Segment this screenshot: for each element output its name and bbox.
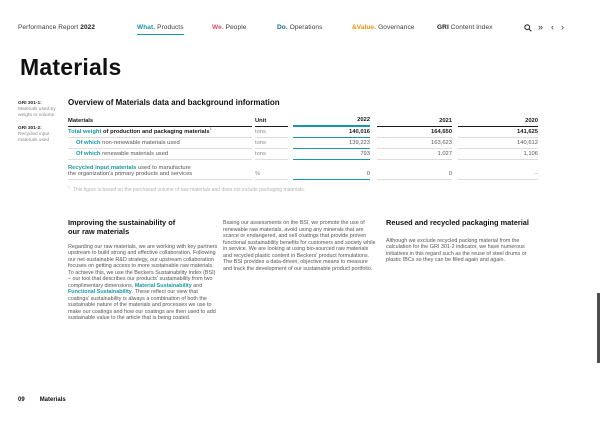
value-2021: 1,027 bbox=[377, 149, 452, 160]
row-label: Recycled input materials used to manufacture the organization's primary products and services bbox=[68, 160, 252, 180]
table-row bbox=[68, 160, 540, 180]
table-title: Overview of Materials data and background information bbox=[68, 98, 280, 107]
article-recycled-packaging bbox=[386, 219, 538, 322]
value-2021: 0 bbox=[377, 160, 452, 180]
gri-code: GRI 301-1: bbox=[18, 101, 42, 106]
article-heading: Improving the sustainability of our raw materials bbox=[68, 218, 176, 236]
value-2022: 139,223 bbox=[293, 138, 370, 149]
nav-item-gri-content-index[interactable]: GRI Content Index bbox=[437, 24, 493, 31]
gri-margin-notes bbox=[18, 101, 64, 144]
col-header-2022: 2022 bbox=[293, 114, 370, 127]
row-unit: tons bbox=[255, 127, 288, 138]
gri-desc: Recycled input materials used bbox=[18, 132, 50, 143]
value-2021: 164,650 bbox=[377, 127, 452, 138]
article-body: Regarding our raw materials, we are working with key partners upstream to build strong and effective collaboration. Following our net-sustainable R&D strategy, our upstream collaboration focuses on getting access to more sustainable raw materials. To achieve this, we use the Beckers Sustainability Index (BSI) – our tool that describes our products' sustainability from two complimentary dimensions, Material Sustainability and Functional Sustainability. These reflect our view that coatings' sustainability is always a combination of both the sustainable nature of the materials and processes we use to make our coatings and how our coatings are then used to add sustainable value to the article that is being coated. bbox=[68, 243, 218, 322]
article-bsi-assessments bbox=[223, 219, 376, 322]
page-number: 09 bbox=[18, 397, 25, 403]
brand-text: Performance Report bbox=[18, 24, 79, 31]
value-2020: 141,625 bbox=[458, 127, 538, 138]
table-row bbox=[68, 138, 540, 149]
row-label: Total weight of production and packaging materials$^1$ bbox=[68, 127, 252, 138]
table-header-row bbox=[68, 114, 540, 127]
col-header-2020: 2020 bbox=[458, 114, 538, 127]
value-2022: 0 bbox=[293, 160, 370, 180]
article-columns bbox=[68, 219, 540, 322]
row-label: Of which non-renewable materials used bbox=[68, 138, 252, 149]
report-brand[interactable] bbox=[18, 24, 95, 31]
value-2020: 140,612 bbox=[458, 138, 538, 149]
table-row bbox=[68, 127, 540, 138]
article-body: Basing our assessments on the BSI, we promote the use of renewable raw materials, avoid using any minerals that are scarce or endangered, and sell coatings that provide proven functional sustainability benefits for customers and society while in service. We are looking at using bio-sourced raw materials and recycled plastic content in Beckers' product formulations. The BSI provides a data-driven, objective means to measure and track the development of our sustainable product portfolio. bbox=[223, 220, 376, 272]
main-content bbox=[68, 98, 540, 322]
page-title: Materials bbox=[20, 54, 122, 80]
chevron-right-icon[interactable]: › bbox=[561, 22, 564, 32]
brand-year: 2022 bbox=[80, 24, 96, 31]
page-footer bbox=[18, 397, 66, 403]
article-body: Although we exclude recycled packing material from the calculation for the GRI 301-2 indicator, we have numerous initiatives in this regard such as the reuse of steel drums or plastic IBCs so they can be filled again and again. bbox=[386, 237, 527, 264]
row-unit: tons bbox=[255, 149, 288, 160]
nav-item-do-operations[interactable]: Do. Operations bbox=[277, 24, 323, 31]
row-unit: tons bbox=[255, 138, 288, 149]
value-2020: 1,106 bbox=[458, 149, 538, 160]
article-heading: Reused and recycled packaging material bbox=[386, 218, 529, 227]
nav-item-what-products[interactable]: What. Products bbox=[137, 24, 184, 35]
value-2020: – bbox=[458, 160, 538, 180]
value-2022: 140,016 bbox=[293, 127, 370, 138]
col-header-materials: Materials bbox=[68, 114, 252, 127]
table-row bbox=[68, 149, 540, 160]
nav-item-value-governance[interactable]: &Value. Governance bbox=[352, 24, 415, 31]
row-label: Of which renewable materials used bbox=[68, 149, 252, 160]
gri-note-301-2 bbox=[18, 126, 64, 143]
gri-note-301-1 bbox=[18, 101, 64, 118]
footer-section-label: Materials bbox=[39, 397, 66, 403]
fast-forward-icon[interactable]: » bbox=[538, 22, 544, 32]
search-icon[interactable] bbox=[524, 24, 532, 34]
article-raw-materials bbox=[68, 219, 218, 322]
row-unit: % bbox=[255, 160, 288, 180]
materials-table bbox=[68, 114, 540, 180]
col-header-2021: 2021 bbox=[377, 114, 452, 127]
gri-code: GRI 301-2: bbox=[18, 126, 42, 132]
gri-desc: Materials used by weight or volume bbox=[18, 106, 56, 118]
table-footnote: $^1$ This figure is based on the purchased volume of raw materials and does not include packaging materials. bbox=[68, 185, 306, 193]
value-2021: 163,623 bbox=[377, 138, 452, 149]
nav-item-we-people[interactable]: We. People bbox=[212, 24, 247, 31]
chevron-left-icon[interactable]: ‹ bbox=[551, 22, 554, 32]
value-2022: 793 bbox=[293, 149, 370, 160]
col-header-unit: Unit bbox=[255, 114, 288, 127]
